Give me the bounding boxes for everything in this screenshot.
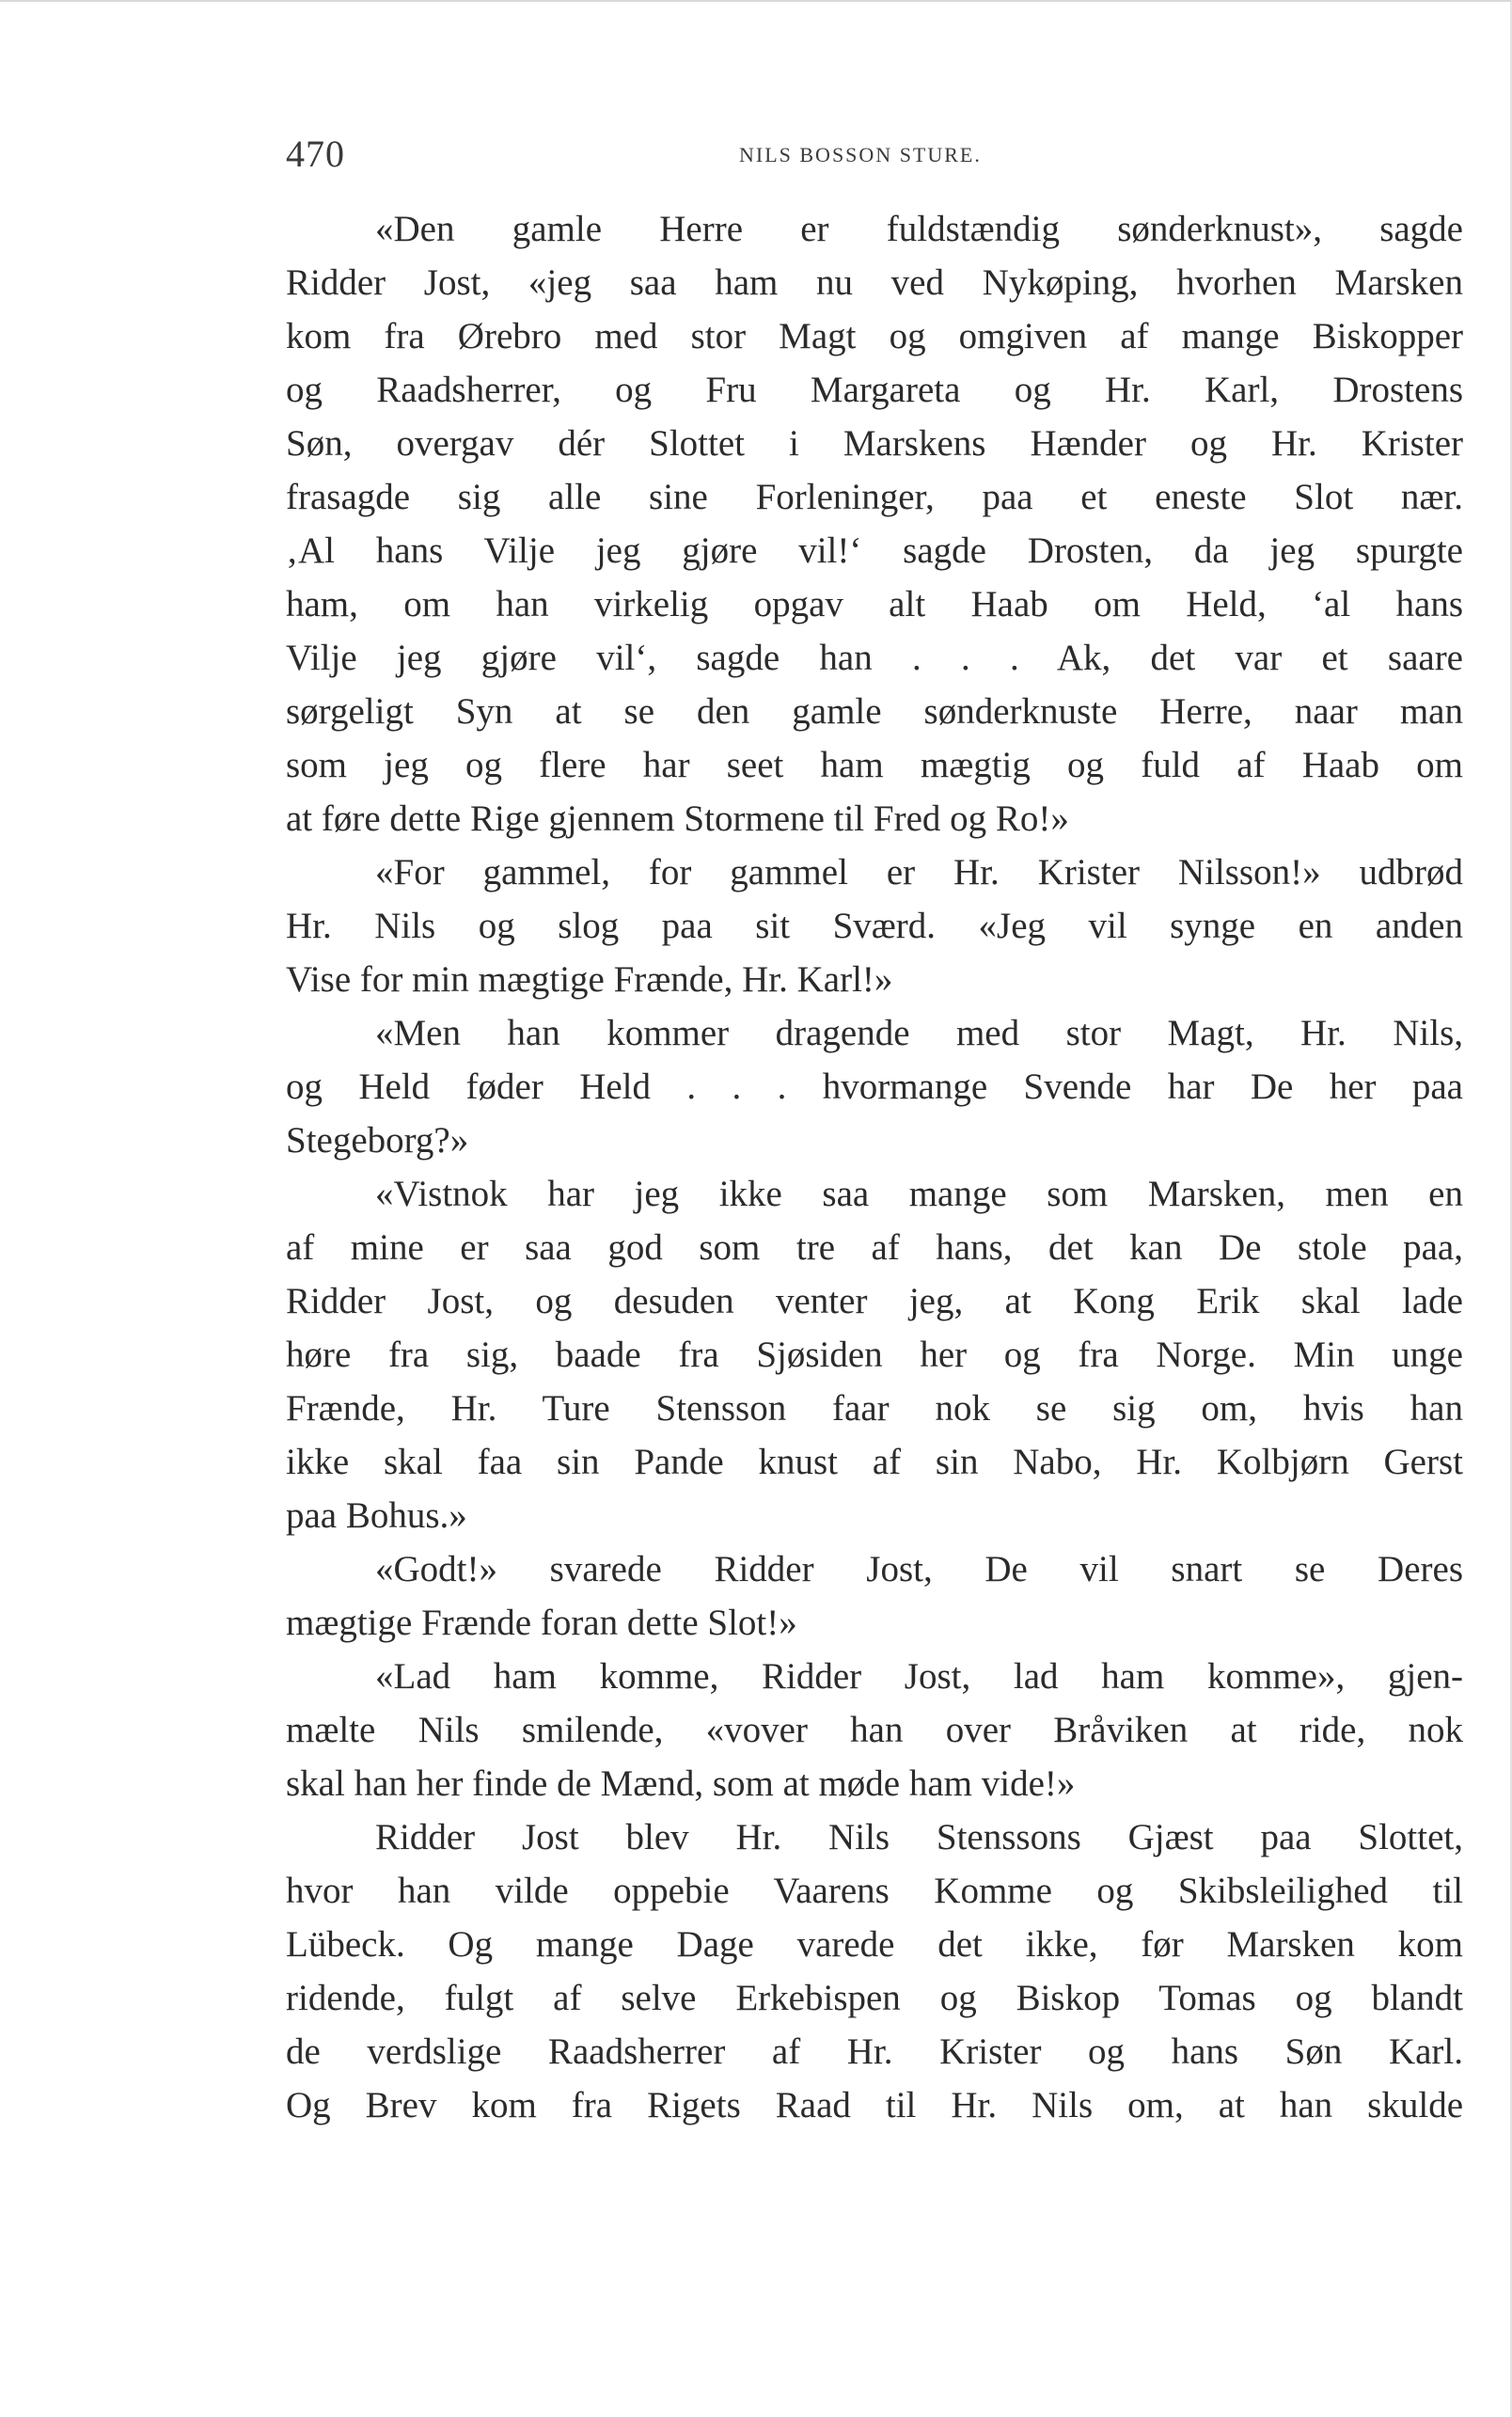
text-line: ham, om han virkelig opgav alt Haab om Held, ‘al hans [286, 584, 1463, 624]
text-line: Hr. Nils og slog paa sit Sværd. «Jeg vil synge en anden [286, 906, 1463, 946]
text-line: Stegeborg?» [286, 1120, 469, 1161]
text-line: Vilje jeg gjøre vil‘, sagde han . . . Ak, det var et saare [286, 638, 1463, 678]
text-line: «Den gamle Herre er fuldstændig sønderknust», sagde [375, 209, 1463, 249]
text-line: mægtige Frænde foran dette Slot!» [286, 1603, 797, 1643]
text-line: Og Brev kom fra Rigets Raad til Hr. Nils om, at han skulde [286, 2085, 1463, 2125]
text-line: «Lad ham komme, Ridder Jost, lad ham komme», gjen- [375, 1656, 1463, 1697]
text-line: af mine er saa god som tre af hans, det kan De stole paa, [286, 1227, 1463, 1268]
text-line: Ridder Jost, og desuden venter jeg, at Kong Erik skal lade [286, 1281, 1463, 1321]
text-line: Søn, overgav dér Slottet i Marskens Hænder og Hr. Krister [286, 423, 1463, 464]
text-line: ridende, fulgt af selve Erkebispen og Biskop Tomas og blandt [286, 1978, 1463, 2018]
text-line: «Godt!» svarede Ridder Jost, De vil snart se Deres [375, 1549, 1463, 1589]
text-line: Vise for min mægtige Frænde, Hr. Karl!» [286, 959, 893, 1000]
text-line: mælte Nils smilende, «vover han over Bråviken at ride, nok [286, 1710, 1463, 1750]
page-header [286, 132, 1463, 188]
text-line: Frænde, Hr. Ture Stensson faar nok se sig om, hvis han [286, 1388, 1463, 1429]
text-line: Ridder Jost blev Hr. Nils Stenssons Gjæst paa Slottet, [375, 1817, 1463, 1857]
text-line: Lübeck. Og mange Dage varede det ikke, før Marsken kom [286, 1924, 1463, 1965]
text-line: skal han her finde de Mænd, som at møde ham vide!» [286, 1763, 1076, 1804]
text-line: de verdslige Raadsherrer af Hr. Krister og hans Søn Karl. [286, 2031, 1463, 2072]
text-line: paa Bohus.» [286, 1495, 467, 1536]
text-line: og Raadsherrer, og Fru Margareta og Hr. Karl, Drostens [286, 370, 1463, 410]
text-line: Ridder Jost, «jeg saa ham nu ved Nykøping, hvorhen Marsken [286, 262, 1463, 303]
text-line: ikke skal faa sin Pande knust af sin Nabo, Hr. Kolbjørn Gerst [286, 1442, 1463, 1482]
text-line: og Held føder Held . . . hvormange Svende har De her paa [286, 1066, 1463, 1107]
text-line: «For gammel, for gammel er Hr. Krister Nilsson!» udbrød [375, 852, 1463, 893]
text-line: kom fra Ørebro med stor Magt og omgiven af mange Biskopper [286, 316, 1463, 356]
body-text [286, 202, 1463, 2132]
running-head: NILS BOSSON STURE. [739, 143, 982, 166]
text-line: hvor han vilde oppebie Vaarens Komme og Skibsleilighed til [286, 1871, 1463, 1911]
text-line: frasagde sig alle sine Forleninger, paa et eneste Slot nær. [286, 477, 1463, 517]
text-line: at føre dette Rige gjennem Stormene til Fred og Ro!» [286, 798, 1069, 839]
text-line: «Men han kommer dragende med stor Magt, Hr. Nils, [375, 1013, 1463, 1053]
text-line: høre fra sig, baade fra Sjøsiden her og fra Norge. Min unge [286, 1335, 1463, 1375]
text-line: sørgeligt Syn at se den gamle sønderknuste Herre, naar man [286, 691, 1463, 732]
text-line: «Vistnok har jeg ikke saa mange som Marsken, men en [375, 1174, 1463, 1214]
text-line: som jeg og flere har seet ham mægtig og fuld af Haab om [286, 745, 1463, 785]
text-line: ‚Al hans Vilje jeg gjøre vil!‘ sagde Drosten, da jeg spurgte [286, 530, 1463, 571]
page-number: 470 [286, 133, 345, 175]
